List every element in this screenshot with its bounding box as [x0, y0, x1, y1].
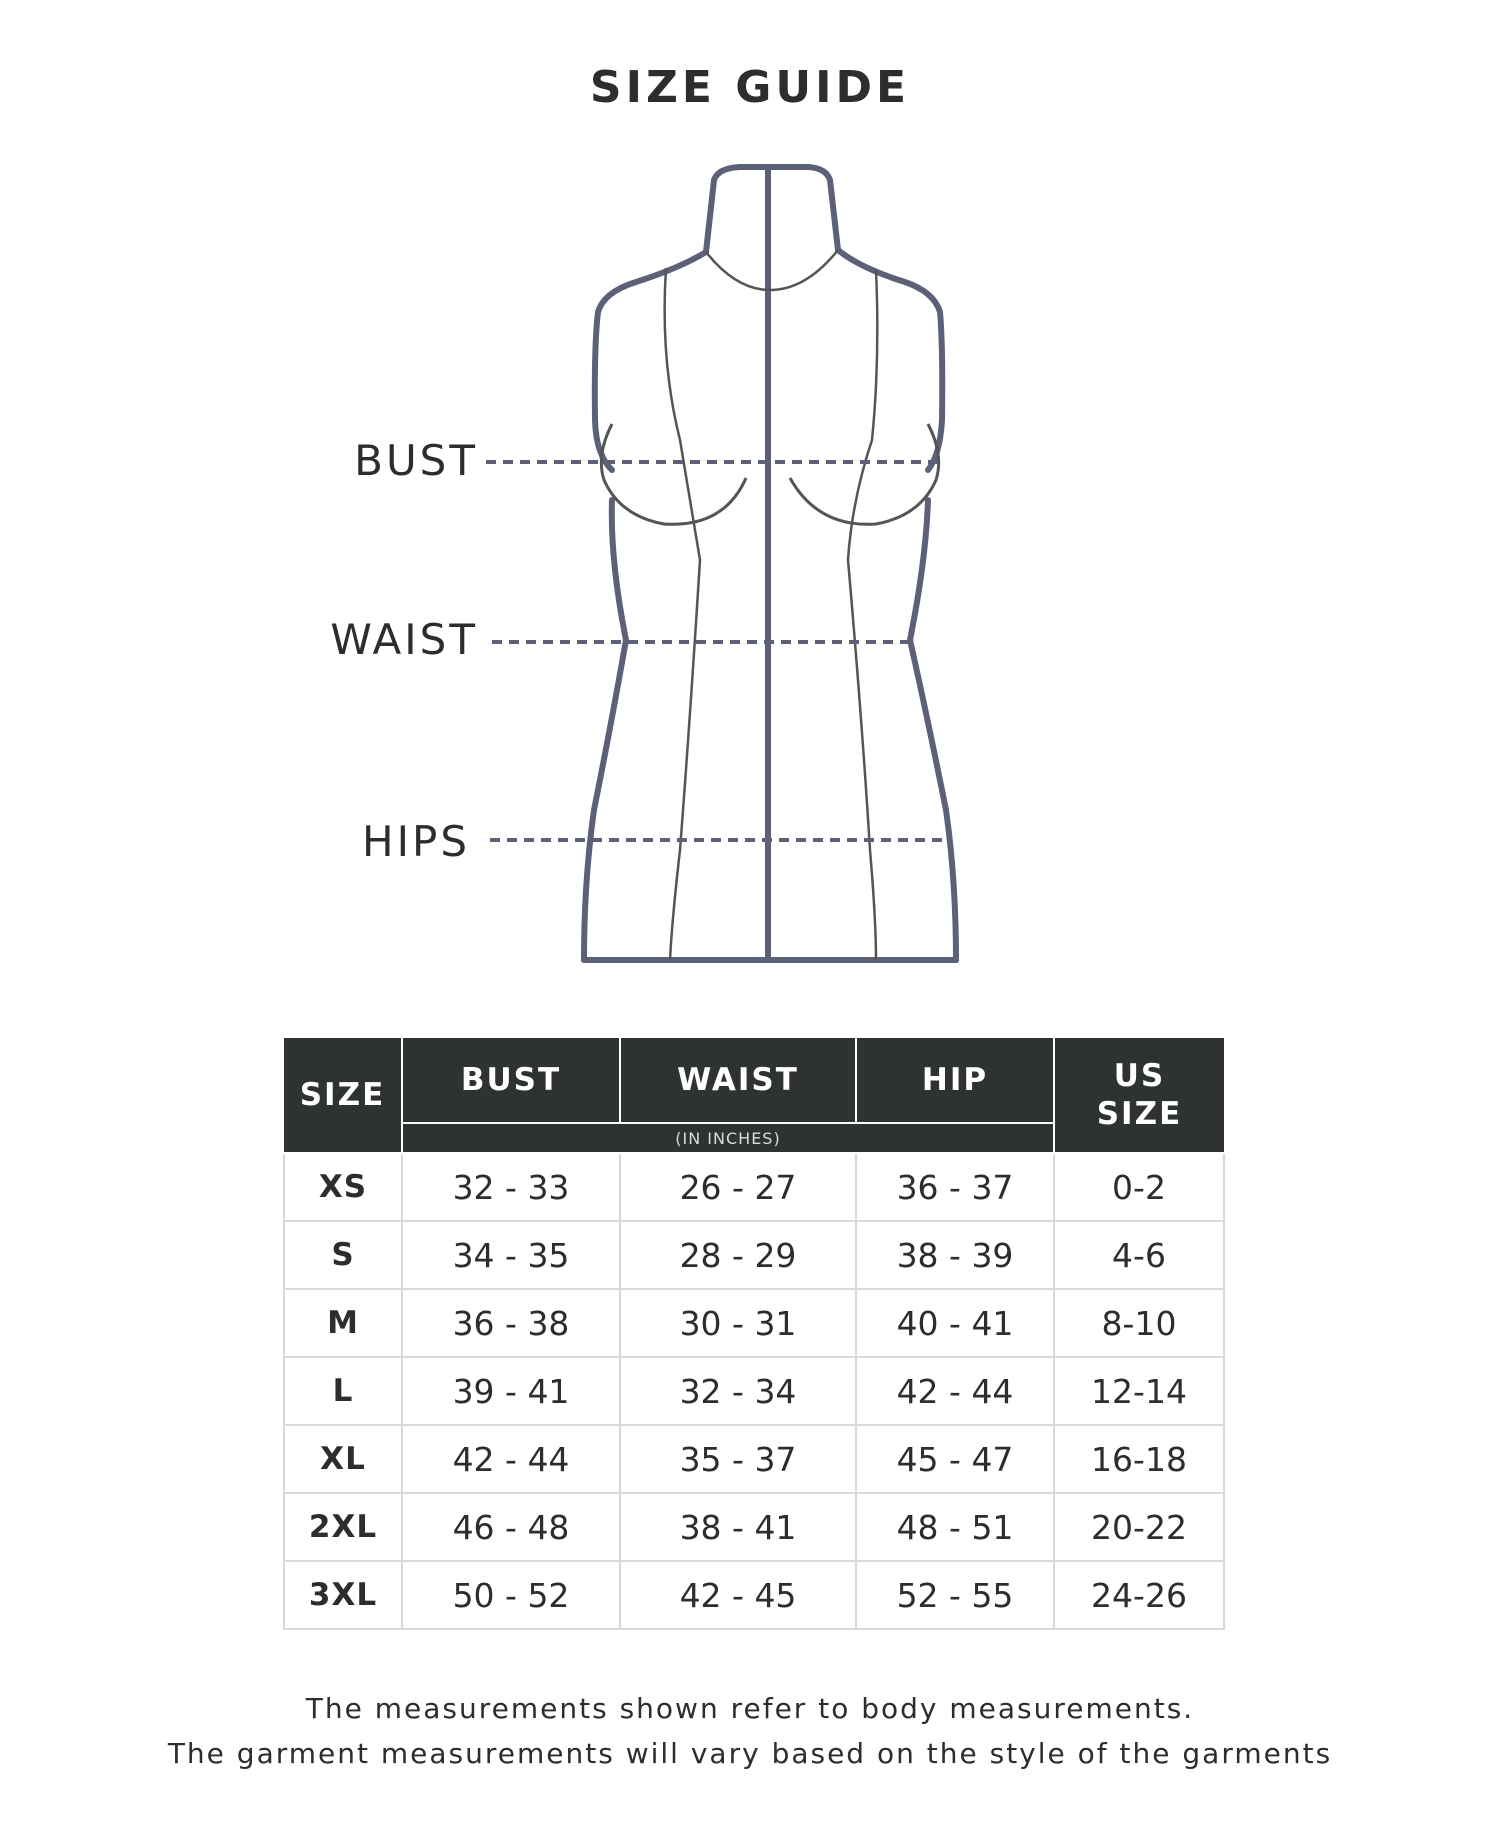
footnote-line-2: The garment measurements will vary based on the style of the garments [167, 1737, 1333, 1770]
cell-bust: 50 - 52 [402, 1561, 620, 1629]
cell-size: M [284, 1289, 402, 1357]
page-title: SIZE GUIDE [589, 62, 911, 113]
cell-size: XS [284, 1153, 402, 1221]
hips-label: HIPS [362, 817, 470, 866]
header-us-size-line1: US [1113, 1058, 1166, 1094]
table-row [284, 1221, 1224, 1289]
cell-hip: 48 - 51 [856, 1493, 1054, 1561]
bust-label: BUST [354, 436, 478, 485]
header-waist: WAIST [620, 1038, 856, 1123]
cell-hip: 52 - 55 [856, 1561, 1054, 1629]
cell-size: S [284, 1221, 402, 1289]
cell-us: 8-10 [1054, 1289, 1224, 1357]
size-chart-table [283, 1038, 1225, 1630]
cell-size: XL [284, 1425, 402, 1493]
size-chart-body [284, 1153, 1224, 1629]
cell-waist: 32 - 34 [620, 1357, 856, 1425]
cell-waist: 30 - 31 [620, 1289, 856, 1357]
table-row [284, 1561, 1224, 1629]
header-size: SIZE [284, 1038, 402, 1153]
header-bust: BUST [402, 1038, 620, 1123]
cell-bust: 42 - 44 [402, 1425, 620, 1493]
cell-hip: 42 - 44 [856, 1357, 1054, 1425]
cell-waist: 42 - 45 [620, 1561, 856, 1629]
cell-us: 0-2 [1054, 1153, 1224, 1221]
cell-us: 24-26 [1054, 1561, 1224, 1629]
cell-waist: 28 - 29 [620, 1221, 856, 1289]
cell-size: L [284, 1357, 402, 1425]
cell-bust: 32 - 33 [402, 1153, 620, 1221]
cell-us: 20-22 [1054, 1493, 1224, 1561]
cell-hip: 40 - 41 [856, 1289, 1054, 1357]
cell-size: 2XL [284, 1493, 402, 1561]
cell-waist: 38 - 41 [620, 1493, 856, 1561]
table-row [284, 1289, 1224, 1357]
cell-waist: 26 - 27 [620, 1153, 856, 1221]
cell-bust: 34 - 35 [402, 1221, 620, 1289]
table-row [284, 1357, 1224, 1425]
table-row [284, 1493, 1224, 1561]
cell-hip: 36 - 37 [856, 1153, 1054, 1221]
cell-waist: 35 - 37 [620, 1425, 856, 1493]
cell-us: 4-6 [1054, 1221, 1224, 1289]
measurement-lines [486, 462, 948, 840]
header-us-size-line2: SIZE [1096, 1096, 1183, 1132]
cell-bust: 39 - 41 [402, 1357, 620, 1425]
waist-label: WAIST [330, 615, 478, 664]
cell-size: 3XL [284, 1561, 402, 1629]
cell-us: 12-14 [1054, 1357, 1224, 1425]
table-row [284, 1153, 1224, 1221]
header-us-size [1054, 1038, 1224, 1153]
cell-bust: 46 - 48 [402, 1493, 620, 1561]
table-row [284, 1425, 1224, 1493]
cell-bust: 36 - 38 [402, 1289, 620, 1357]
footnote-line-1: The measurements shown refer to body measurements. [305, 1692, 1195, 1725]
cell-hip: 38 - 39 [856, 1221, 1054, 1289]
cell-hip: 45 - 47 [856, 1425, 1054, 1493]
units-note: (IN INCHES) [402, 1123, 1054, 1153]
header-hip: HIP [856, 1038, 1054, 1123]
cell-us: 16-18 [1054, 1425, 1224, 1493]
